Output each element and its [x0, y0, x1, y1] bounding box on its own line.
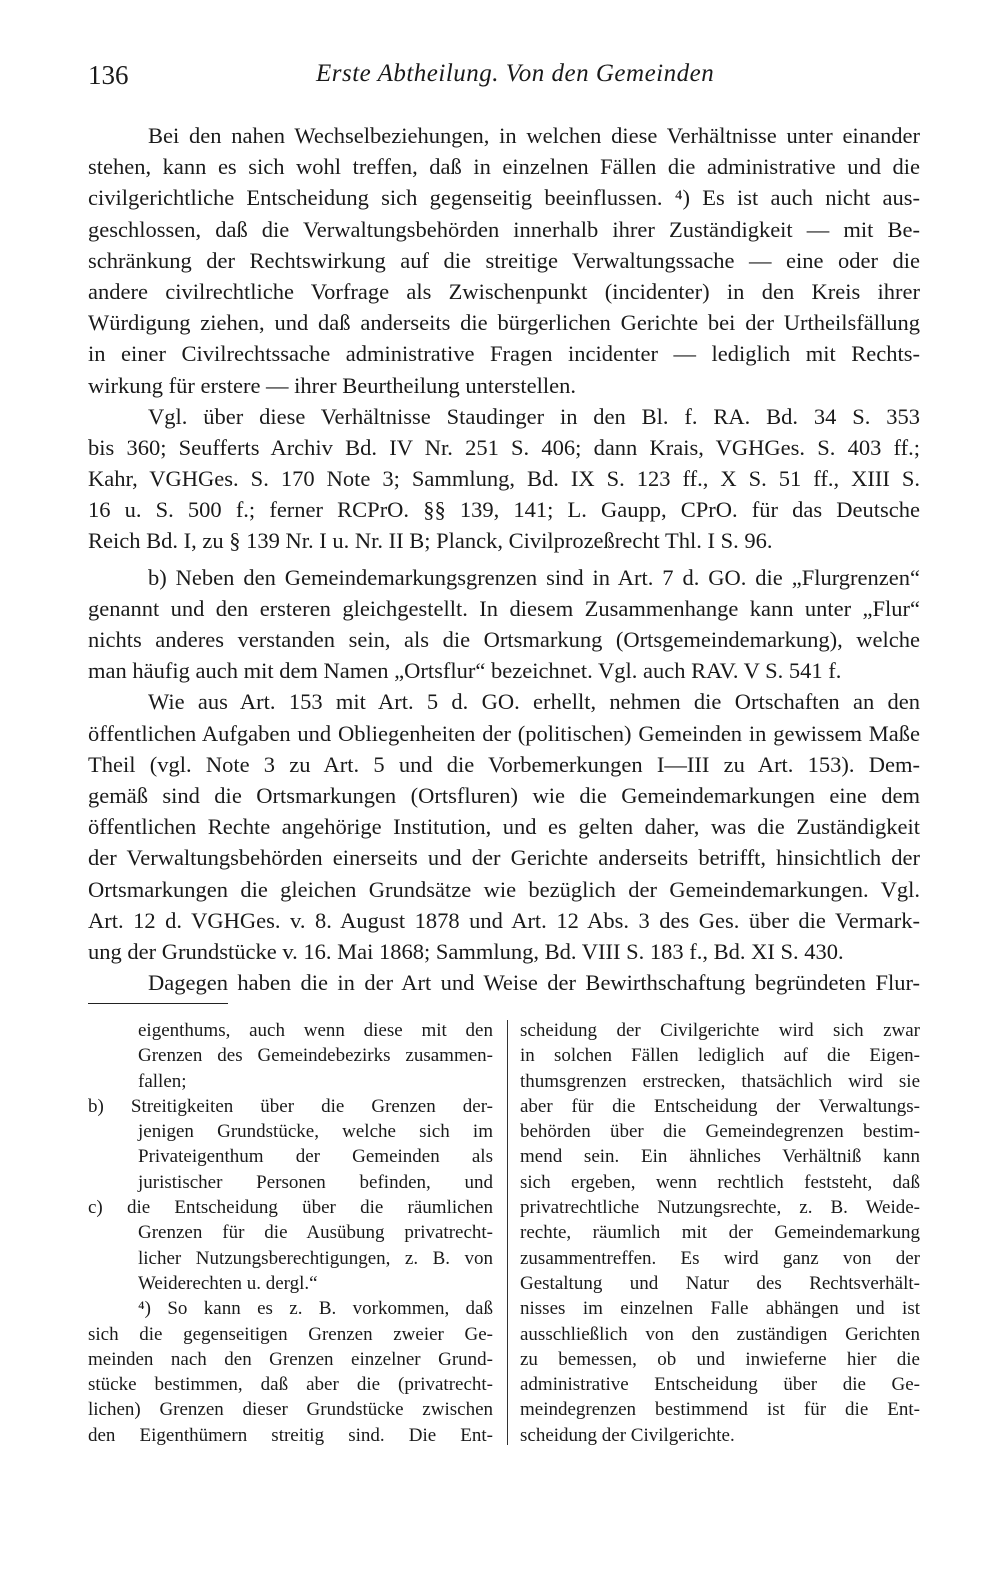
running-title: Erste Abtheilung. Von den Gemeinden: [316, 60, 715, 87]
body-line: nichts anderes verstanden sein, als die Ortsmarkung (Ortsgemeindemarkung), welche: [88, 627, 920, 652]
footnote-line: stücke bestimmen, daß aber die (privatrecht-: [88, 1374, 493, 1396]
page-header: [88, 60, 918, 90]
body-line: ung der Grundstücke v. 16. Mai 1868; Sammlung, Bd. VIII S. 183 f., Bd. XI S. 430.: [88, 938, 844, 964]
footnote-column-divider: [507, 1020, 508, 1445]
footnote-line: nisses im einzelnen Falle abhängen und ist: [520, 1298, 920, 1320]
body-line: Wie aus Art. 153 mit Art. 5 d. GO. erhellt, nehmen die Ortschaften an den: [148, 689, 920, 715]
body-line: öffentlichen Rechte angehörige Institution, und es gelten daher, was die Zuständigkeit: [88, 814, 920, 840]
footnote-line: scheidung der Civilgerichte.: [520, 1424, 735, 1446]
body-line: Ortsmarkungen die gleichen Grundsätze wie bezüglich der Gemeindemarkungen. Vgl.: [88, 876, 920, 902]
footnote-line: sich die gegenseitigen Grenzen zweier Ge-: [88, 1323, 493, 1345]
footnote-line: b) Streitigkeiten über die Grenzen der-: [88, 1095, 493, 1117]
footnotes-right-column: [520, 1018, 920, 1448]
body-line: Art. 12 d. VGHGes. v. 8. August 1878 und Art. 12 Abs. 3 des Ges. über die Vermark-: [88, 907, 920, 933]
body-line: b) Neben den Gemeindemarkungsgrenzen sind in Art. 7 d. GO. die „Flurgrenzen“: [148, 564, 920, 590]
body-line: der Verwaltungsbehörden einerseits und der Gerichte anderseits betrifft, hinsichtlich der: [88, 845, 920, 871]
body-line: andere civilrechtliche Vorfrage als Zwischenpunkt (incidenter) in den Kreis ihrer: [88, 278, 920, 304]
body-line: Vgl. über diese Verhältnisse Staudinger in den Bl. f. RA. Bd. 34 S. 353: [148, 403, 920, 429]
body-line: schränkung der Rechtswirkung auf die streitige Verwaltungssache — eine oder die: [88, 247, 920, 273]
body-line: Theil (vgl. Note 3 zu Art. 5 und die Vorbemerkungen I—III zu Art. 153). Dem-: [88, 751, 920, 777]
footnote-line: sich ergeben, wenn rechtlich feststeht, daß: [520, 1171, 920, 1193]
body-line: man häufig auch mit dem Namen „Ortsflur“ bezeichnet. Vgl. auch RAV. V S. 541 f.: [88, 658, 842, 684]
footnote-line: ⁴) So kann es z. B. vorkommen, daß: [138, 1298, 493, 1320]
footnote-separator: [88, 1003, 228, 1004]
footnote-line: zu bemessen, ob und inwieferne hier die: [520, 1348, 920, 1370]
page-number: 136: [88, 60, 129, 90]
footnote-line: c) die Entscheidung über die räumlichen: [88, 1197, 493, 1219]
body-line: civilgerichtliche Entscheidung sich gegenseitig beeinflussen. ⁴) Es ist auch nicht aus-: [88, 185, 920, 211]
footnote-line: Weiderechten u. dergl.“: [138, 1272, 318, 1294]
footnote-line: licher Nutzungsberechtigungen, z. B. von: [138, 1247, 493, 1269]
footnote-line: den Eigenthümern streitig sind. Die Ent-: [88, 1424, 493, 1446]
footnote-line: eigenthums, auch wenn diese mit den: [138, 1020, 493, 1041]
footnote-line: Grenzen des Gemeindebezirks zusammen-: [138, 1045, 493, 1067]
body-line: Bei den nahen Wechselbeziehungen, in welchen diese Verhältnisse unter einander: [148, 123, 920, 148]
footnote-line: meinden nach den Grenzen einzelner Grund-: [88, 1348, 493, 1370]
footnote-line: ausschließlich von den zuständigen Gerichten: [520, 1323, 920, 1345]
body-line: öffentlichen Aufgaben und Obliegenheiten der (politischen) Gemeinden in gewissem Maße: [88, 720, 920, 746]
footnote-line: jenigen Grundstücke, welche sich im: [138, 1121, 493, 1143]
footnotes-left-column: [88, 1018, 493, 1448]
body-line: bis 360; Seufferts Archiv Bd. IV Nr. 251 S. 406; dann Krais, VGHGes. S. 403 ff.;: [88, 434, 920, 460]
body-line: wirkung für erstere — ihrer Beurtheilung unterstellen.: [88, 372, 576, 398]
footnote-line: mend sein. Ein ähnliches Verhältniß kann: [520, 1146, 920, 1168]
footnote-line: Gestaltung und Natur des Rechtsverhält-: [520, 1272, 920, 1294]
body-line: Kahr, VGHGes. S. 170 Note 3; Sammlung, Bd. IX S. 123 ff., X S. 51 ff., XIII S.: [88, 466, 920, 492]
footnote-line: thumsgrenzen erstrecken, thatsächlich wird sie: [520, 1070, 920, 1092]
main-text: [88, 120, 920, 998]
body-line: genannt und den ersteren gleichgestellt. In diesem Zusammenhange kann unter „Flur“: [88, 595, 920, 621]
body-line: stehen, kann es sich wohl treffen, daß in einzelnen Fällen die administrative und die: [88, 154, 920, 180]
footnote-line: privatrechtliche Nutzungsrechte, z. B. Weide-: [520, 1197, 920, 1219]
footnote-line: Privateigenthum der Gemeinden als: [138, 1146, 493, 1168]
footnote-line: Grenzen für die Ausübung privatrecht-: [138, 1222, 493, 1244]
footnote-line: behörden über die Gemeindegrenzen bestim-: [520, 1121, 920, 1143]
body-line: 16 u. S. 500 f.; ferner RCPrO. §§ 139, 141; L. Gaupp, CPrO. für das Deutsche: [88, 497, 920, 523]
footnote-line: juristischer Personen befinden, und: [138, 1171, 493, 1193]
footnote-line: aber für die Entscheidung der Verwaltungs-: [520, 1095, 920, 1117]
body-line: Reich Bd. I, zu § 139 Nr. I u. Nr. II B; Planck, Civilprozeßrecht Thl. I S. 96.: [88, 528, 773, 554]
footnote-line: zusammentreffen. Es wird ganz von der: [520, 1247, 920, 1269]
footnote-line: meindegrenzen bestimmend ist für die Ent-: [520, 1399, 920, 1421]
footnote-line: administrative Entscheidung über die Ge-: [520, 1374, 920, 1396]
body-line: Würdigung ziehen, und daß anderseits die bürgerlichen Gerichte bei der Urtheilsfällung: [88, 310, 920, 336]
footnote-line: scheidung der Civilgerichte wird sich zwar: [520, 1020, 920, 1041]
body-line: geschlossen, daß die Verwaltungsbehörden innerhalb ihrer Zuständigkeit — mit Be-: [88, 216, 920, 242]
body-line: in einer Civilrechtssache administrative Fragen incidenter — lediglich mit Rechts-: [88, 341, 920, 367]
body-line: gemäß sind die Ortsmarkungen (Ortsfluren) wie die Gemeindemarkungen eine dem: [88, 782, 920, 808]
footnote-line: rechte, räumlich mit der Gemeindemarkung: [520, 1222, 920, 1244]
footnote-line: fallen;: [138, 1070, 187, 1092]
footnote-line: in solchen Fällen lediglich auf die Eigen-: [520, 1045, 920, 1067]
footnote-line: lichen) Grenzen dieser Grundstücke zwischen: [88, 1399, 493, 1421]
body-line: Dagegen haben die in der Art und Weise der Bewirthschaftung begründeten Flur-: [148, 970, 920, 996]
